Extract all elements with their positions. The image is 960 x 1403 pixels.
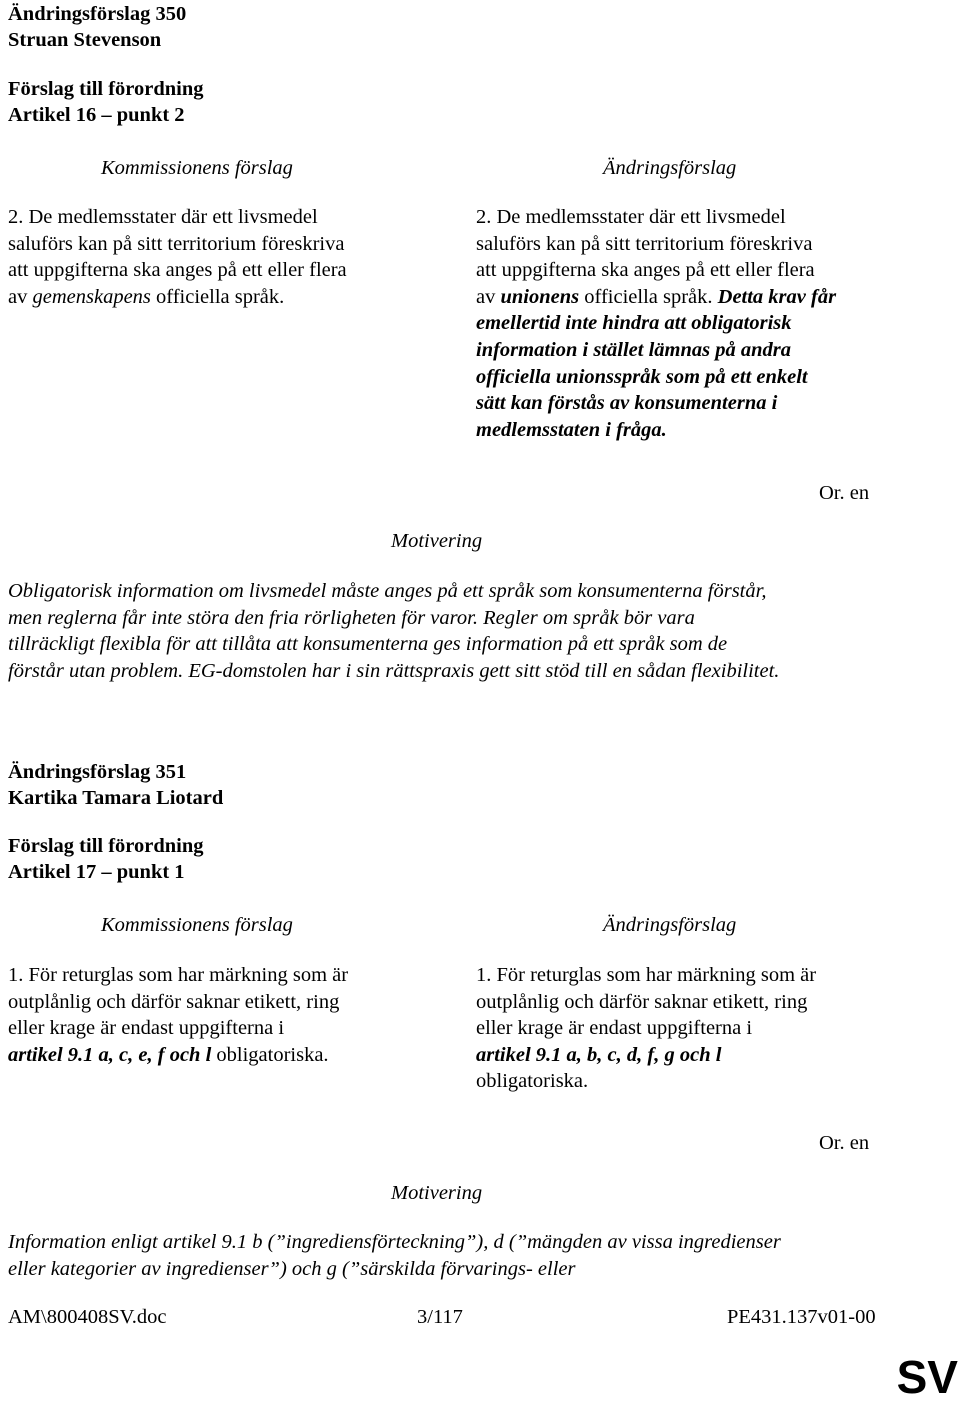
text-line: Information enligt artikel 9.1 b (”ingrediensförteckning”), d (”mängden av vissa ingredienser xyxy=(8,1231,781,1253)
inserted-text-line: emellertid inte hindra att obligatorisk xyxy=(476,312,792,335)
justification-text xyxy=(8,1229,781,1282)
original-language: Or. en xyxy=(819,1132,870,1154)
footer-doc-reference: AM\800408SV.doc xyxy=(8,1306,167,1328)
inserted-text-line: sätt kan förstås av konsumenterna i xyxy=(476,392,778,415)
text-line: Obligatorisk information om livsmedel måste anges på ett språk som konsumenterna förstår, xyxy=(8,580,767,602)
proposal-title: Förslag till förordning xyxy=(8,835,204,857)
text-line: att uppgifterna ska anges på ett eller flera xyxy=(8,259,347,282)
proposal-title: Förslag till förordning xyxy=(8,78,204,100)
commission-text xyxy=(8,204,347,310)
amendment-author: Kartika Tamara Liotard xyxy=(8,787,224,809)
footer-pe-reference: PE431.137v01-00 xyxy=(727,1306,876,1328)
text-run: officiella språk. xyxy=(150,285,285,308)
text-line xyxy=(8,284,347,311)
text-line: outplånlig och därför saknar etikett, ring xyxy=(8,990,340,1013)
text-run: obligatoriska. xyxy=(211,1043,329,1066)
language-code: SV xyxy=(896,1351,958,1403)
text-line: förstår utan problem. EG-domstolen har i sin rättspraxis gett sitt stöd till en sådan flexibilitet. xyxy=(8,659,780,682)
text-run: av xyxy=(8,285,33,308)
text-run: av xyxy=(476,285,501,308)
amendment-heading: Ändringsförslag 350 xyxy=(8,3,187,25)
justification-text xyxy=(8,578,779,684)
text-line xyxy=(476,284,836,311)
text-line: men reglerna får inte störa den fria rörligheten för varor. Regler om språk bör vara xyxy=(8,606,695,629)
text-line: saluförs kan på sitt territorium föreskriva xyxy=(476,232,813,255)
column-header-amendment: Ändringsförslag xyxy=(603,157,737,179)
article-reference: Artikel 17 – punkt 1 xyxy=(8,861,185,883)
inserted-term: unionens xyxy=(500,285,580,308)
inserted-text-line: information i stället lämnas på andra xyxy=(476,338,791,361)
deleted-term: gemenskapens xyxy=(32,285,151,308)
text-line: 1. För returglas som har märkning som är xyxy=(8,964,349,986)
inserted-text-line: medlemsstaten i fråga. xyxy=(476,418,667,441)
column-header-amendment: Ändringsförslag xyxy=(603,914,737,936)
justification-title: Motivering xyxy=(391,530,483,552)
column-header-commission: Kommissionens förslag xyxy=(101,157,293,179)
commission-text xyxy=(8,962,348,1068)
inserted-text-line: artikel 9.1 a, b, c, d, f, g och l xyxy=(476,1043,722,1066)
text-line xyxy=(8,1042,348,1069)
emphasized-text: artikel 9.1 a, c, e, f och l xyxy=(8,1043,212,1066)
text-line: outplånlig och därför saknar etikett, ring xyxy=(476,990,808,1013)
text-line: 2. De medlemsstater där ett livsmedel xyxy=(8,206,318,228)
amendment-text xyxy=(476,204,836,443)
amendment-heading: Ändringsförslag 351 xyxy=(8,761,187,783)
text-line: 1. För returglas som har märkning som är xyxy=(476,964,817,986)
text-line: eller krage är endast uppgifterna i xyxy=(8,1017,285,1040)
column-header-commission: Kommissionens förslag xyxy=(101,914,293,936)
amendment-text xyxy=(476,962,816,1095)
original-language: Or. en xyxy=(819,482,870,504)
text-line: tillräckligt flexibla för att tillåta att konsumenterna ges information på ett språk som de xyxy=(8,633,728,655)
text-line: att uppgifterna ska anges på ett eller flera xyxy=(476,259,815,282)
footer-page-number: 3/117 xyxy=(417,1306,463,1328)
text-line: eller krage är endast uppgifterna i xyxy=(476,1017,753,1040)
text-line: eller kategorier av ingredienser”) och g (”särskilda förvarings- eller xyxy=(8,1257,576,1280)
text-line: saluförs kan på sitt territorium föreskriva xyxy=(8,232,345,255)
text-line: 2. De medlemsstater där ett livsmedel xyxy=(476,206,786,228)
inserted-text-line: officiella unionsspråk som på ett enkelt xyxy=(476,365,808,388)
amendment-author: Struan Stevenson xyxy=(8,29,162,51)
justification-title: Motivering xyxy=(391,1182,483,1204)
article-reference: Artikel 16 – punkt 2 xyxy=(8,104,185,126)
inserted-text: Detta krav får xyxy=(717,285,837,308)
text-line: obligatoriska. xyxy=(476,1070,589,1093)
text-run: officiella språk. xyxy=(579,285,718,308)
